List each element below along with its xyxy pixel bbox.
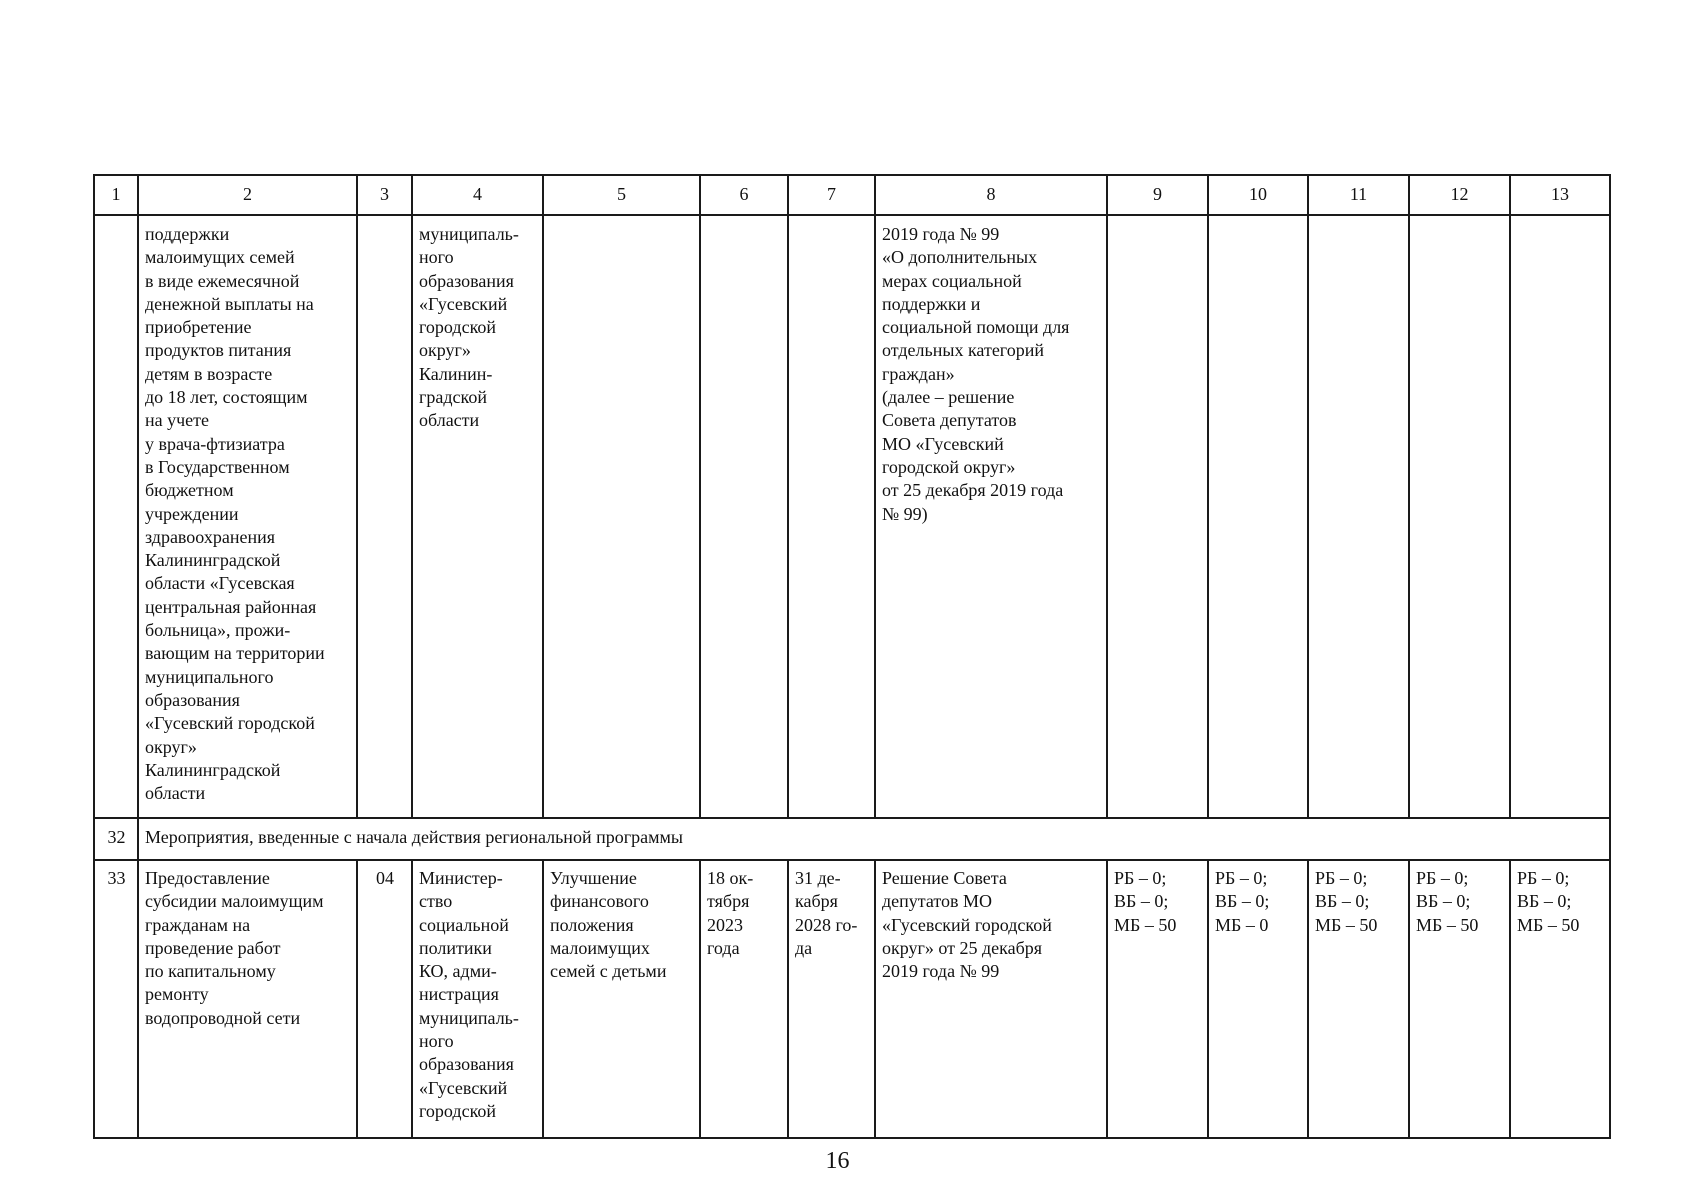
cell-number bbox=[94, 215, 138, 818]
table-row-33 bbox=[94, 860, 1610, 1138]
column-header-5: 5 bbox=[543, 175, 700, 215]
cell-end-date bbox=[788, 215, 875, 818]
column-header-11: 11 bbox=[1308, 175, 1409, 215]
column-header-10: 10 bbox=[1208, 175, 1308, 215]
column-header-3: 3 bbox=[357, 175, 412, 215]
cell-funding-11: РБ – 0; ВБ – 0; МБ – 50 bbox=[1308, 860, 1409, 1138]
cell-executor: Министер- ство социальной политики КО, адми- нистрация муниципаль- ного образования «Гусевский городской bbox=[412, 860, 543, 1138]
column-header-6: 6 bbox=[700, 175, 788, 215]
cell-funding-9: РБ – 0; ВБ – 0; МБ – 50 bbox=[1107, 860, 1208, 1138]
cell-legal-basis: 2019 года № 99 «О дополнительных мерах социальной поддержки и социальной помощи для отдельных категорий граждан» (далее – решение Совета депутатов МО «Гусевский городской округ» от 25 декабря 2019 года № 99) bbox=[875, 215, 1107, 818]
cell-funding-10 bbox=[1208, 215, 1308, 818]
cell-measure-name: Предоставление субсидии малоимущим гражданам на проведение работ по капитальному ремонту водопроводной сети bbox=[138, 860, 357, 1138]
cell-code bbox=[357, 215, 412, 818]
column-header-8: 8 bbox=[875, 175, 1107, 215]
column-header-4: 4 bbox=[412, 175, 543, 215]
section-title: Мероприятия, введенные с начала действия региональной программы bbox=[138, 818, 1610, 860]
cell-start-date: 18 ок- тября 2023 года bbox=[700, 860, 788, 1138]
cell-executor: муниципаль- ного образования «Гусевский городской округ» Калинин- градской области bbox=[412, 215, 543, 818]
table-row-continuation bbox=[94, 215, 1610, 818]
cell-number: 33 bbox=[94, 860, 138, 1138]
cell-funding-10: РБ – 0; ВБ – 0; МБ – 0 bbox=[1208, 860, 1308, 1138]
section-number: 32 bbox=[94, 818, 138, 860]
cell-code: 04 bbox=[357, 860, 412, 1138]
cell-end-date: 31 де- кабря 2028 го- да bbox=[788, 860, 875, 1138]
table-header-row bbox=[94, 175, 1610, 215]
cell-goal: Улучшение финансового положения малоимущих семей с детьми bbox=[543, 860, 700, 1138]
column-header-12: 12 bbox=[1409, 175, 1510, 215]
cell-funding-13: РБ – 0; ВБ – 0; МБ – 50 bbox=[1510, 860, 1610, 1138]
cell-start-date bbox=[700, 215, 788, 818]
cell-goal bbox=[543, 215, 700, 818]
cell-funding-12 bbox=[1409, 215, 1510, 818]
page-number: 16 bbox=[825, 1148, 850, 1174]
column-header-1: 1 bbox=[94, 175, 138, 215]
cell-measure-name: поддержки малоимущих семей в виде ежемесячной денежной выплаты на приобретение продуктов питания детям в возрасте до 18 лет, состоящим на учете у врача-фтизиатра в Государственном бюджетном учреждении здравоохранения Калининградской области «Гусевская центральная районная больница», прожи- вающим на территории муниципального образования «Гусевский городской округ» Калининградской области bbox=[138, 215, 357, 818]
column-header-13: 13 bbox=[1510, 175, 1610, 215]
column-header-9: 9 bbox=[1107, 175, 1208, 215]
column-header-7: 7 bbox=[788, 175, 875, 215]
program-table bbox=[93, 174, 1611, 1139]
table-section-row bbox=[94, 818, 1610, 860]
cell-legal-basis: Решение Совета депутатов МО «Гусевский городской округ» от 25 декабря 2019 года № 99 bbox=[875, 860, 1107, 1138]
column-header-2: 2 bbox=[138, 175, 357, 215]
cell-funding-11 bbox=[1308, 215, 1409, 818]
cell-funding-12: РБ – 0; ВБ – 0; МБ – 50 bbox=[1409, 860, 1510, 1138]
cell-funding-13 bbox=[1510, 215, 1610, 818]
cell-funding-9 bbox=[1107, 215, 1208, 818]
